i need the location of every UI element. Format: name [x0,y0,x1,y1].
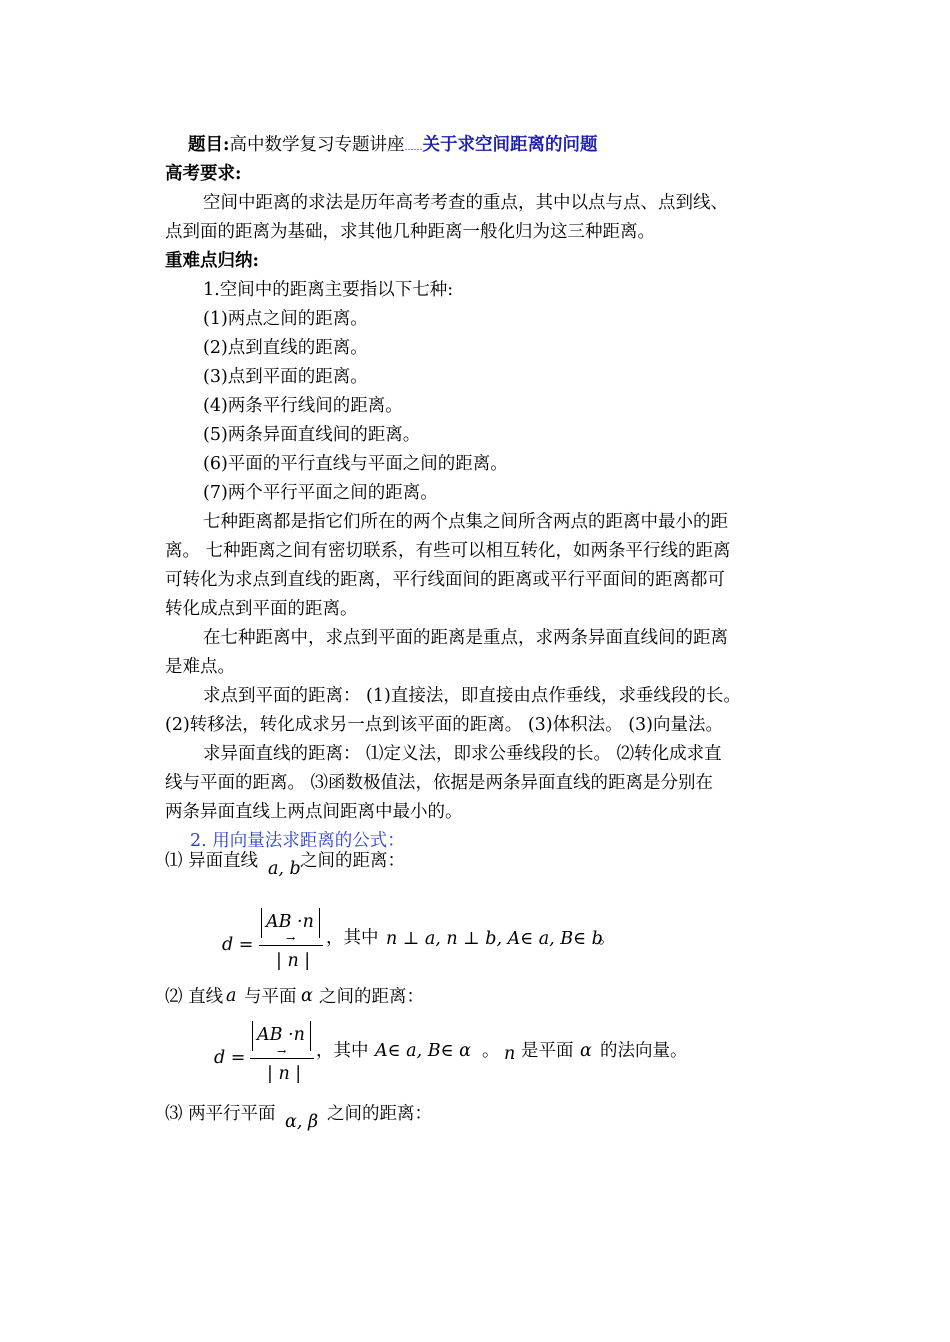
formula2-numerator: AB ·n [257,1025,305,1045]
paragraph-line: 七种距离都是指它们所在的两个点集之间所含两点的距离中最小的距 [203,512,728,532]
paragraph-line: 求异面直线的距离： ⑴定义法，即求公垂线段的长。 ⑵转化成求直 [203,744,722,764]
section-heading-vector-formulas: 2. 用向量法求距离的公式： [190,831,405,851]
formula1-vars: a, b [268,859,301,879]
list-item: (3)点到平面的距离。 [203,367,368,387]
formula2-alpha: α [580,1041,592,1061]
formula2-condition: A∈ a, B∈ α [375,1041,471,1061]
formula2-is: 是平面 [521,1041,574,1061]
title-topic: 关于求空间距离的问题 [422,135,598,155]
formula3-label: ⑶ 两平行平面 [165,1104,276,1124]
formula1-condition: n ⊥ a, n ⊥ b, A∈ a, B∈ b [386,929,603,949]
formula3-vars: α, β [285,1112,319,1132]
paragraph-line: 线与平面的距离。 ⑶函数极值法，依据是两条异面直线的距离是分别在 [165,773,714,793]
formula1-label: ⑴ 异面直线 [165,851,259,871]
formula1-abs-right [319,908,320,938]
title-dots: …… [404,143,423,153]
list-item: (4)两条平行线间的距离。 [203,396,403,416]
formula1-denominator: | n | [276,951,311,971]
list-item: (5)两条异面直线间的距离。 [203,425,421,445]
formula2-abs-right [310,1021,311,1051]
formula2-var-a: a [226,986,237,1006]
formula1-abs-left [261,908,262,938]
formula1-end: 。 [598,928,616,948]
list-item: (7)两个平行平面之间的距离。 [203,483,438,503]
paragraph-line: (2)转移法，转化成求另一点到该平面的距离。 (3)体积法。 (3)向量法。 [165,715,723,735]
list-item: (1)两点之间的距离。 [203,309,368,329]
formula2-end: 。 [482,1041,500,1061]
paragraph-line: 求点到平面的距离： (1)直接法，即直接由点作垂线，求垂线段的长。 [203,686,741,706]
section-heading-key-points: 重难点归纳: [165,251,259,271]
formula2-d: d = [214,1048,246,1068]
formula3-tail: 之间的距离： [327,1104,432,1124]
formula1-fraction-bar [259,945,323,946]
vector-arrow-icon: → [277,1045,287,1058]
title-label: 题目 [188,135,223,155]
paragraph-line: 离。 七种距离之间有密切联系，有些可以相互转化，如两条平行线的距离 [165,541,731,561]
title-colon: : [223,135,230,155]
formula2-fraction-bar [250,1058,314,1059]
paragraph-line: 是难点。 [165,657,235,677]
title-line [188,131,808,163]
formula2-abs-left [252,1021,253,1051]
section-heading-requirements: 高考要求: [165,164,242,184]
formula2-tail: 之间的距离： [319,987,424,1007]
formula2-normal: 的法向量。 [600,1041,688,1061]
formula2-label: ⑵ 直线 [165,987,224,1007]
paragraph-line: 转化成点到平面的距离。 [165,599,358,619]
list-item: (6)平面的平行直线与平面之间的距离。 [203,454,508,474]
paragraph-line: 两条异面直线上两点间距离中最小的。 [165,802,463,822]
formula1-tail: 之间的距离： [300,851,405,871]
list-intro: 1.空间中的距离主要指以下七种: [203,280,454,300]
formula2-mid: 与平面 [244,987,297,1007]
formula2-n: n [504,1044,516,1064]
formula2-where: ，其中 [316,1041,369,1061]
title-main: 高中数学复习专题讲座 [229,135,405,155]
vector-arrow-icon: → [286,932,296,945]
formula1-numerator: AB ·n [266,912,314,932]
list-item: (2)点到直线的距离。 [203,338,368,358]
paragraph-line: 空间中距离的求法是历年高考考查的重点，其中以点与点、点到线、 [203,193,728,213]
formula1-d: d = [222,935,254,955]
paragraph-line: 可转化为求点到直线的距离，平行线面间的距离或平行平面间的距离都可 [165,570,725,590]
paragraph-line: 在七种距离中，求点到平面的距离是重点，求两条异面直线间的距离 [203,628,728,648]
formula1-where: ，其中 [326,928,379,948]
formula2-denominator: | n | [267,1064,302,1084]
paragraph-line: 点到面的距离为基础，求其他几种距离一般化归为这三种距离。 [165,222,655,242]
formula2-var-alpha: α [301,986,313,1006]
